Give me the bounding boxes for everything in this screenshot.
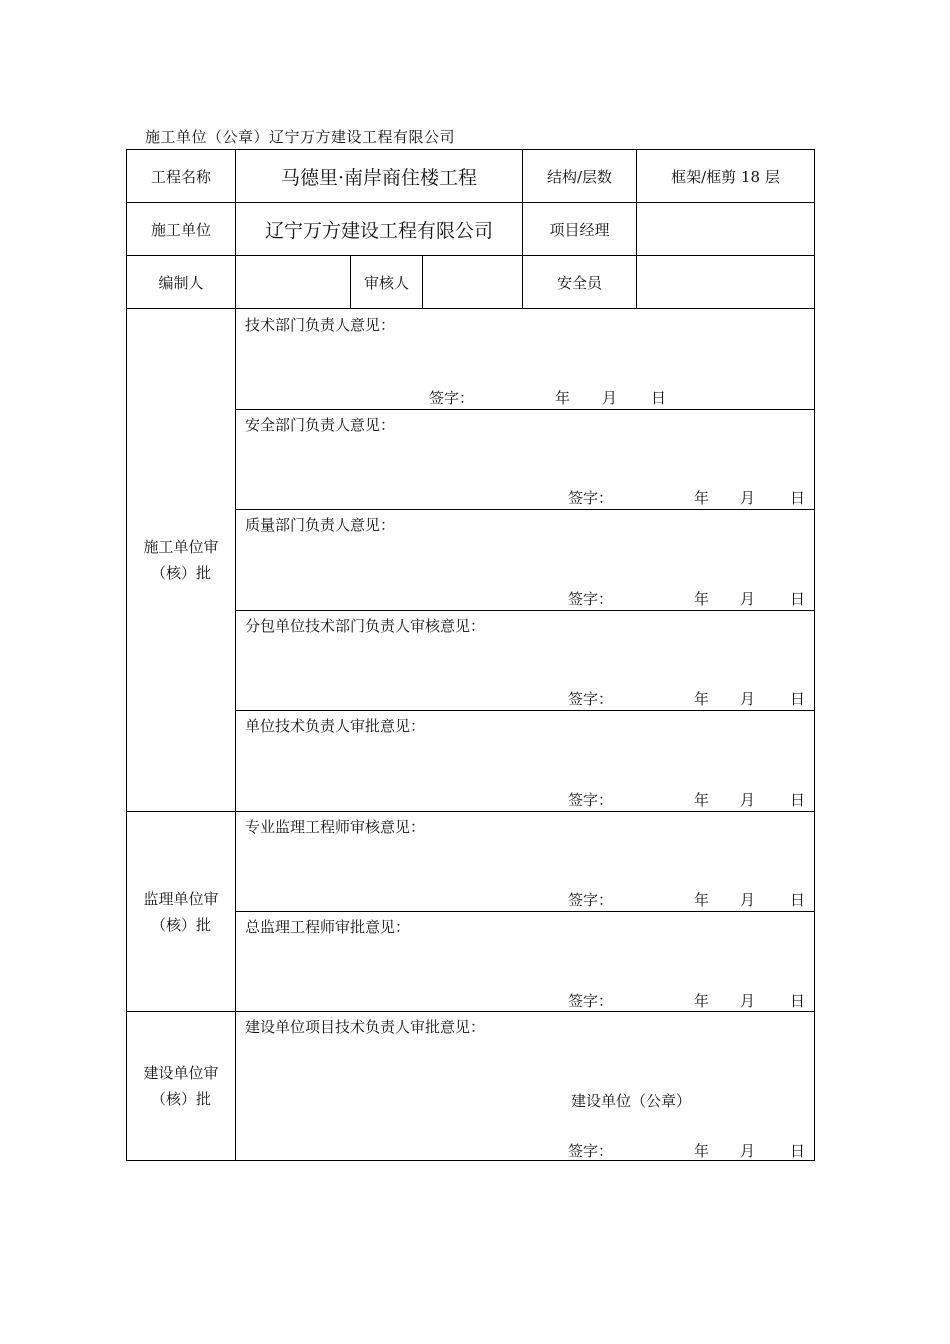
contractor-approval-label: 施工单位审（核）批 bbox=[143, 538, 219, 582]
safety-officer-label: 安全员 bbox=[556, 273, 602, 292]
structure-value: 框架/框剪 18 层 bbox=[671, 167, 780, 186]
group-divider bbox=[126, 1011, 815, 1012]
signature-label: 签字： bbox=[568, 992, 614, 1010]
owner-approval-label: 建设单位审（核）批 bbox=[143, 1064, 219, 1108]
signature-label: 签字： bbox=[568, 690, 614, 708]
year-label: 年 bbox=[694, 590, 710, 608]
signature-label: 签字： bbox=[429, 389, 475, 407]
day-label: 日 bbox=[790, 590, 806, 608]
opinion-label-tech-dept: 技术部门负责人意见： bbox=[245, 316, 396, 334]
opinion-label-specialist-supervisor: 专业监理工程师审核意见： bbox=[245, 818, 426, 836]
year-label: 年 bbox=[694, 992, 710, 1010]
contractor-value: 辽宁万方建设工程有限公司 bbox=[264, 219, 493, 242]
day-label: 日 bbox=[651, 389, 667, 407]
opinion-label-subcontractor-tech: 分包单位技术部门负责人审核意见： bbox=[245, 617, 486, 635]
year-label: 年 bbox=[694, 1142, 710, 1160]
month-label: 月 bbox=[740, 1142, 756, 1160]
signature-label: 签字： bbox=[568, 891, 614, 909]
month-label: 月 bbox=[740, 590, 756, 608]
row-divider bbox=[235, 710, 815, 711]
table-border-right bbox=[814, 149, 815, 1161]
row-divider bbox=[235, 509, 815, 510]
signature-label: 签字： bbox=[568, 791, 614, 809]
supervisor-approval-label: 监理单位审（核）批 bbox=[143, 889, 219, 934]
row-divider bbox=[126, 308, 815, 309]
project-name-value: 马德里·南岸商住楼工程 bbox=[280, 166, 478, 189]
day-label: 日 bbox=[790, 1142, 806, 1160]
reviewer-label: 审核人 bbox=[363, 273, 409, 292]
compiler-value[interactable] bbox=[236, 256, 350, 308]
project-manager-value[interactable] bbox=[637, 203, 814, 255]
approval-form-table bbox=[126, 149, 815, 1161]
reviewer-value[interactable] bbox=[423, 256, 522, 308]
year-label: 年 bbox=[694, 891, 710, 909]
opinion-label-unit-tech-lead: 单位技术负责人审批意见： bbox=[245, 717, 426, 735]
safety-officer-value[interactable] bbox=[637, 256, 814, 308]
month-label: 月 bbox=[602, 389, 618, 407]
signature-label: 签字： bbox=[568, 489, 614, 507]
opinion-label-safety-dept: 安全部门负责人意见： bbox=[245, 416, 396, 434]
project-name-label: 工程名称 bbox=[150, 167, 211, 186]
header-org-line: 施工单位（公章）辽宁万方建设工程有限公司 bbox=[145, 128, 456, 146]
row-divider bbox=[235, 409, 815, 410]
month-label: 月 bbox=[740, 690, 756, 708]
year-label: 年 bbox=[694, 690, 710, 708]
month-label: 月 bbox=[740, 791, 756, 809]
row-divider bbox=[235, 911, 815, 912]
year-label: 年 bbox=[555, 389, 571, 407]
table-border-bottom bbox=[126, 1160, 815, 1161]
opinion-label-chief-supervisor: 总监理工程师审批意见： bbox=[245, 918, 411, 936]
day-label: 日 bbox=[790, 489, 806, 507]
row-divider bbox=[235, 610, 815, 611]
month-label: 月 bbox=[740, 489, 756, 507]
signature-label: 签字： bbox=[568, 1142, 614, 1160]
opinion-label-owner-tech-lead: 建设单位项目技术负责人审批意见： bbox=[245, 1018, 486, 1036]
structure-label: 结构/层数 bbox=[546, 167, 613, 186]
day-label: 日 bbox=[790, 690, 806, 708]
group-divider bbox=[126, 811, 815, 812]
opinion-label-quality-dept: 质量部门负责人意见： bbox=[245, 516, 396, 534]
day-label: 日 bbox=[790, 791, 806, 809]
year-label: 年 bbox=[694, 791, 710, 809]
owner-seal-label: 建设单位（公章） bbox=[571, 1092, 692, 1110]
month-label: 月 bbox=[740, 992, 756, 1010]
contractor-label: 施工单位 bbox=[150, 220, 211, 239]
signature-label: 签字： bbox=[568, 590, 614, 608]
compiler-label: 编制人 bbox=[158, 273, 204, 292]
month-label: 月 bbox=[740, 891, 756, 909]
project-manager-label: 项目经理 bbox=[549, 220, 610, 239]
year-label: 年 bbox=[694, 489, 710, 507]
day-label: 日 bbox=[790, 992, 806, 1010]
day-label: 日 bbox=[790, 891, 806, 909]
